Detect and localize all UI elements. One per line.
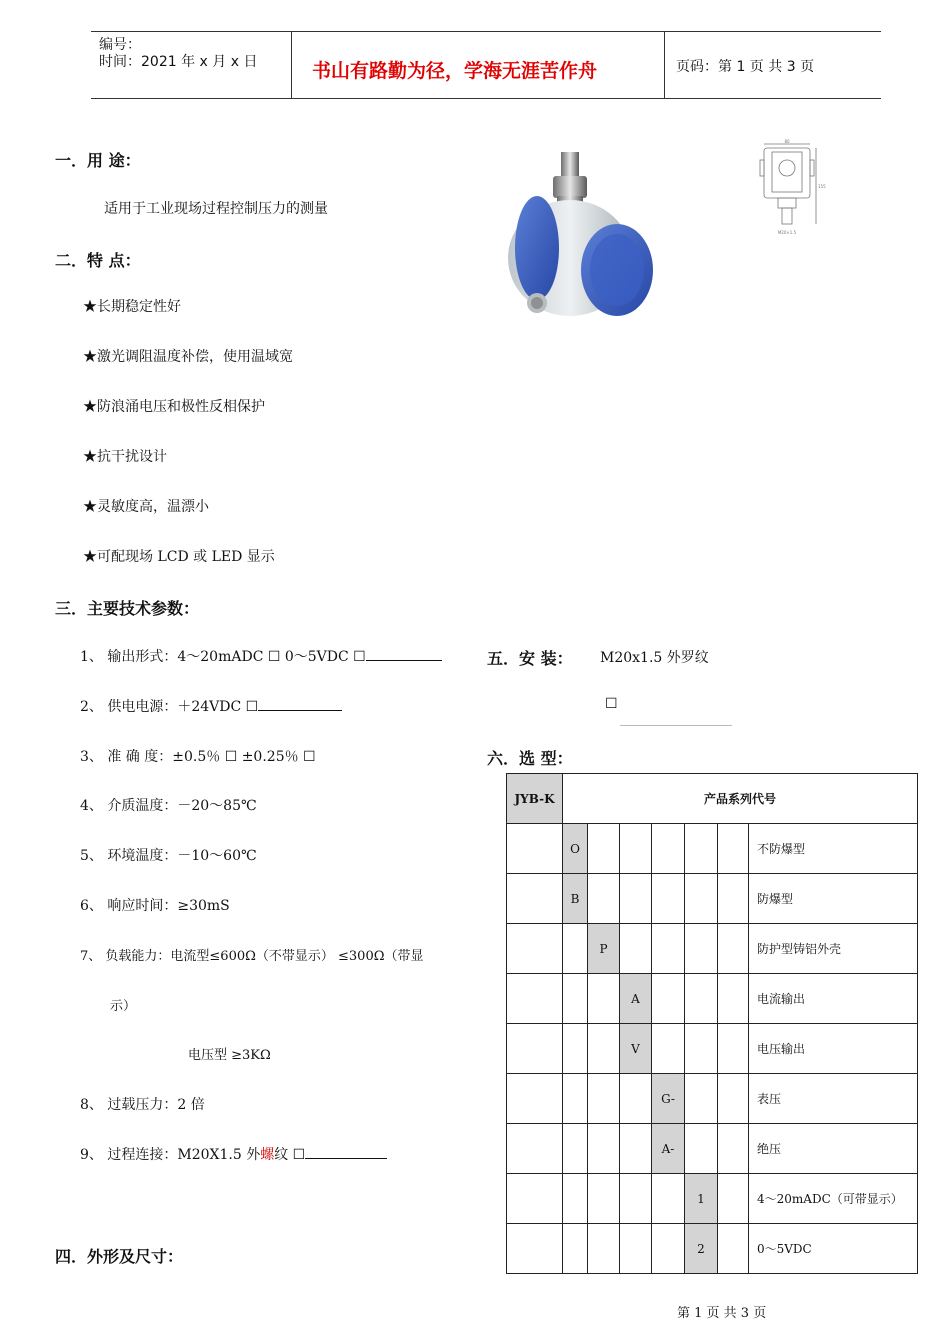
table-row xyxy=(507,974,918,1024)
option-code: B xyxy=(563,874,588,924)
param-load-voltage: 电压型 ≥3KΩ xyxy=(188,1048,271,1063)
option-desc: 表压 xyxy=(749,1074,918,1124)
option-desc: 电流输出 xyxy=(749,974,918,1024)
dimension-drawing xyxy=(752,138,826,243)
feature-item: ★防浪涌电压和极性反相保护 xyxy=(83,399,265,415)
param-connection-blank[interactable] xyxy=(305,1144,387,1159)
param-connection-post: 纹 ☐ xyxy=(274,1147,306,1163)
params-title: 三．主要技术参数： xyxy=(55,599,200,618)
table-row xyxy=(507,774,918,824)
option-code: O xyxy=(563,824,588,874)
option-code: 1 xyxy=(685,1174,718,1224)
selection-table xyxy=(506,773,918,1274)
option-code: A- xyxy=(652,1124,685,1174)
option-code: A xyxy=(620,974,652,1024)
option-desc: 不防爆型 xyxy=(749,824,918,874)
param-connection-red: 螺 xyxy=(260,1147,275,1163)
table-row xyxy=(507,1024,918,1074)
table-row xyxy=(507,1074,918,1124)
param-response-time: 6、 响应时间：≥30mS xyxy=(80,898,230,914)
option-desc: 电压输出 xyxy=(749,1024,918,1074)
feature-item: ★长期稳定性好 xyxy=(83,299,181,315)
table-row xyxy=(507,874,918,924)
param-load-line1: 7、 负载能力：电流型≤600Ω（不带显示） ≤300Ω（带显 xyxy=(80,949,424,964)
param-output xyxy=(80,646,442,666)
header-number-label: 编号： xyxy=(99,37,141,53)
feature-item: ★抗干扰设计 xyxy=(83,449,167,465)
option-desc: 4～20mADC（可带显示） xyxy=(749,1174,918,1224)
table-row xyxy=(507,824,918,874)
header-top-border xyxy=(91,31,881,32)
series-header-cell: 产品系列代号 xyxy=(563,774,918,824)
page-footer: 第 1 页 共 3 页 xyxy=(677,1306,767,1321)
usage-title: 一．用 途： xyxy=(55,151,141,170)
header-divider-left xyxy=(291,31,292,99)
series-code-cell: JYB-K xyxy=(507,774,563,824)
table-row xyxy=(507,1124,918,1174)
header-bottom-border xyxy=(91,98,881,99)
param-accuracy: 3、 准 确 度：±0.5％ ☐ ±0.25％ ☐ xyxy=(80,749,316,765)
param-connection xyxy=(80,1144,387,1164)
param-medium-temp: 4、 介质温度：－20～85℃ xyxy=(80,798,257,814)
product-photo xyxy=(495,148,665,328)
option-desc: 防爆型 xyxy=(749,874,918,924)
param-output-blank[interactable] xyxy=(366,646,442,661)
install-checkbox[interactable]: ☐ xyxy=(605,696,618,712)
table-row xyxy=(507,924,918,974)
param-load-line2: 示） xyxy=(110,999,137,1014)
param-power-text: 2、 供电电源：＋24VDC ☐ xyxy=(80,699,259,715)
option-code: 2 xyxy=(685,1224,718,1274)
param-power-blank[interactable] xyxy=(258,696,342,711)
param-overload: 8、 过载压力：2 倍 xyxy=(80,1097,205,1113)
param-ambient-temp: 5、 环境温度：－10～60℃ xyxy=(80,848,257,864)
install-title: 五．安 装： xyxy=(487,649,573,668)
features-title: 二．特 点： xyxy=(55,251,141,270)
param-power xyxy=(80,696,342,716)
header-motto: 书山有路勤为径，学海无涯苦作舟 xyxy=(312,60,598,82)
feature-item: ★可配现场 LCD 或 LED 显示 xyxy=(83,549,275,565)
header-page-label: 页码：第 1 页 共 3 页 xyxy=(676,59,815,75)
param-output-text: 1、 输出形式：4～20mADC ☐ 0～5VDC ☐ xyxy=(80,649,366,665)
dim-side-label: 155 xyxy=(818,184,826,189)
option-code: P xyxy=(588,924,620,974)
dim-top-label: 80 xyxy=(784,139,790,144)
option-code: G- xyxy=(652,1074,685,1124)
header-time-label: 时间：2021 年 x 月 x 日 xyxy=(99,54,258,70)
install-text: M20x1.5 外罗纹 xyxy=(600,650,709,666)
selection-title: 六．选 型： xyxy=(487,749,573,768)
shape-title: 四．外形及尺寸： xyxy=(55,1247,184,1266)
feature-item: ★激光调阻温度补偿，使用温域宽 xyxy=(83,349,293,365)
header-divider-right xyxy=(664,31,665,99)
table-row xyxy=(507,1174,918,1224)
option-code: V xyxy=(620,1024,652,1074)
install-blank-line xyxy=(620,725,732,726)
option-desc: 0～5VDC xyxy=(749,1224,918,1274)
usage-text: 适用于工业现场过程控制压力的测量 xyxy=(104,201,328,217)
table-row xyxy=(507,1224,918,1274)
thread-label: M20×1.5 xyxy=(777,230,797,235)
param-connection-pre: 9、 过程连接：M20X1.5 外 xyxy=(80,1147,261,1163)
feature-item: ★灵敏度高，温漂小 xyxy=(83,499,209,515)
option-desc: 绝压 xyxy=(749,1124,918,1174)
option-desc: 防护型铸铝外壳 xyxy=(749,924,918,974)
